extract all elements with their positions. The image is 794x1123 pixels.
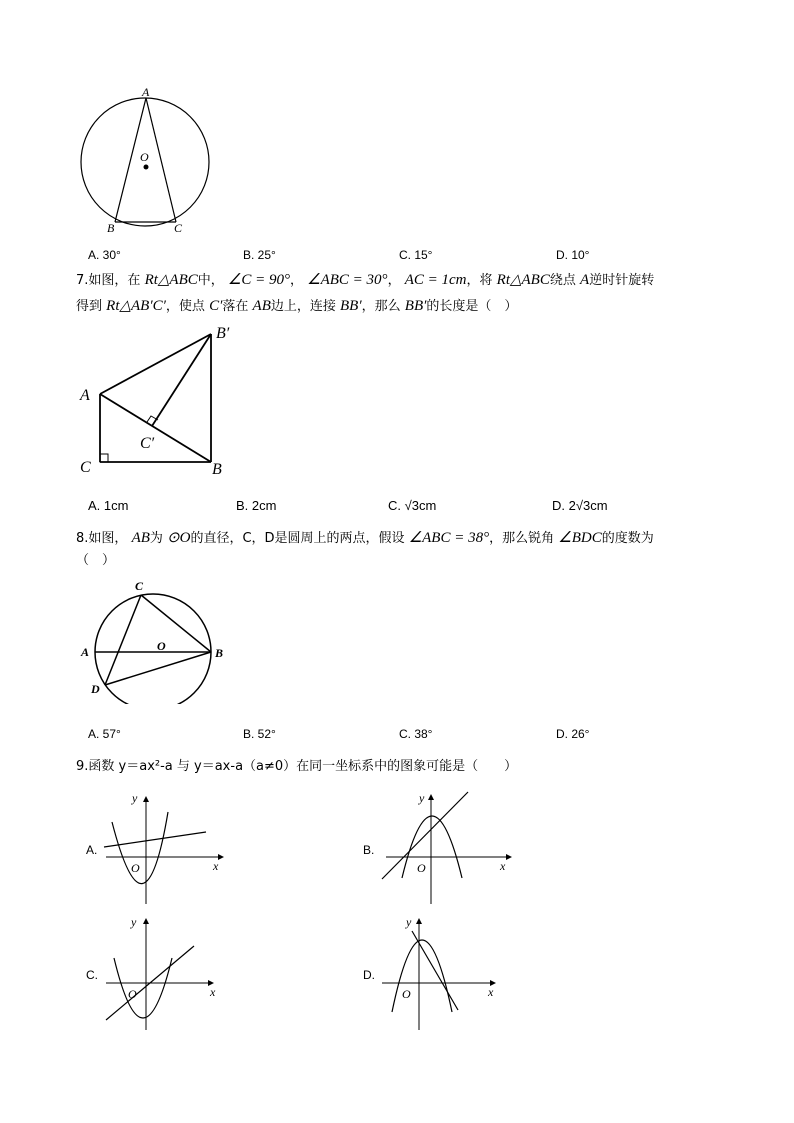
q7-text: 落在 xyxy=(222,299,249,314)
q9b-parabola xyxy=(402,816,462,878)
q7-text: ，将 xyxy=(466,273,493,288)
q8-option-b: B. 52° xyxy=(243,727,276,741)
q8-seg-cb xyxy=(141,595,211,652)
q8-number: 8. xyxy=(76,531,89,546)
q7-text: 得到 xyxy=(76,299,103,314)
q8-figure xyxy=(74,574,234,704)
q9-option-d-label: D. xyxy=(363,968,375,982)
q9a-line xyxy=(104,832,206,847)
q8-math: ∠BDC xyxy=(558,530,602,546)
q9a-y-arrow xyxy=(143,796,149,802)
q7-label-bp: B′ xyxy=(216,325,230,342)
q8-option-a: A. 57° xyxy=(88,727,121,741)
q7-seg-bpcp xyxy=(152,334,211,426)
q9-option-c-label: C. xyxy=(86,968,98,982)
q7-text: 如图，在 xyxy=(88,273,141,288)
q7-math: ∠C = 90° xyxy=(227,272,290,288)
q7-line-2 xyxy=(76,294,517,319)
q8-text: 的直径，C，D是圆周上的两点，假设 xyxy=(190,531,405,546)
q8-seg-cd xyxy=(105,595,141,685)
q7-figure xyxy=(74,320,244,480)
q7-math: AB xyxy=(252,298,271,314)
q7-text: 绕点 xyxy=(549,273,576,288)
q7-text: ， xyxy=(387,273,401,288)
q7-text: 中， xyxy=(197,273,224,288)
q7-option-a: A. 1cm xyxy=(88,498,129,513)
q9c-y-label: y xyxy=(131,915,137,929)
q9b-y-label: y xyxy=(419,791,425,805)
q7-label-a: A xyxy=(80,387,90,404)
q6-label-c: C xyxy=(174,221,183,235)
q9c-parabola xyxy=(114,958,172,1018)
q9a-parabola xyxy=(112,812,168,884)
q8-text: 如图， xyxy=(88,531,128,546)
q9c-x-label: x xyxy=(210,985,216,999)
q7-math: C′ xyxy=(209,298,223,314)
q9-graph-b xyxy=(378,788,518,908)
q7-right-angle-cp xyxy=(147,416,158,422)
q8-text: 为 xyxy=(149,531,163,546)
q7-text: 的长度是（ ） xyxy=(426,299,518,314)
q7-label-c: C xyxy=(80,459,91,476)
q8-line-1 xyxy=(76,526,654,551)
q7-math: ∠ABC = 30° xyxy=(307,272,388,288)
q9b-origin-label: O xyxy=(417,861,426,875)
q9a-x-label: x xyxy=(213,859,219,873)
q9-graph-c xyxy=(98,912,228,1032)
q6-center-point xyxy=(144,165,149,170)
q9-graph-d xyxy=(378,912,508,1032)
q9a-y-label: y xyxy=(132,791,138,805)
q7-math: BB′ xyxy=(404,298,427,314)
q7-math: Rt△ABC xyxy=(496,272,550,288)
q9d-origin-label: O xyxy=(402,987,411,1001)
q8-option-d: D. 26° xyxy=(556,727,590,741)
q9a-x-arrow xyxy=(218,854,224,860)
q9b-y-arrow xyxy=(428,794,434,800)
q8-label-a: A xyxy=(81,645,90,659)
q7-text: ，那么 xyxy=(361,299,401,314)
q8-text: ，那么锐角 xyxy=(489,531,555,546)
q9c-y-arrow xyxy=(143,918,149,924)
q8-text: 的度数为 xyxy=(601,531,654,546)
q6-option-d: D. 10° xyxy=(556,248,590,262)
q8-math: ⊙O xyxy=(167,530,191,546)
q6-option-a: A. 30° xyxy=(88,248,121,262)
q6-label-b: B xyxy=(107,221,115,235)
q7-number: 7. xyxy=(76,273,89,288)
q9-option-a-label: A. xyxy=(86,843,98,857)
q7-label-cp: C′ xyxy=(140,435,155,452)
q7-option-c: C. √3cm xyxy=(388,498,437,513)
q6-option-c: C. 15° xyxy=(399,248,433,262)
q7-seg-ab xyxy=(100,394,211,462)
q9b-x-label: x xyxy=(500,859,506,873)
q7-math: AC = 1cm xyxy=(404,272,467,288)
q7-text: ， xyxy=(290,273,304,288)
q9b-x-arrow xyxy=(506,854,512,860)
q7-math: Rt△ABC xyxy=(144,272,198,288)
q6-label-o: O xyxy=(140,150,149,164)
q7-math: Rt△AB′C′ xyxy=(106,298,166,314)
q9d-y-label: y xyxy=(406,915,412,929)
q9d-y-arrow xyxy=(416,918,422,924)
q8-label-d: D xyxy=(91,682,100,696)
q9c-origin-label: O xyxy=(128,987,137,1001)
q7-line-1 xyxy=(76,268,654,293)
q7-math: A xyxy=(580,272,590,288)
q7-seg-abp xyxy=(100,334,211,394)
q8-seg-db xyxy=(105,652,211,685)
q7-option-d: D. 2√3cm xyxy=(552,498,608,513)
q7-text: 逆时针旋转 xyxy=(589,273,655,288)
q6-line-ac xyxy=(146,98,176,222)
q8-math: ∠ABC = 38° xyxy=(408,530,490,546)
q9-option-b-label: B. xyxy=(363,843,375,857)
q9d-x-label: x xyxy=(488,985,494,999)
q6-option-b: B. 25° xyxy=(243,248,276,262)
q6-label-a: A xyxy=(142,85,150,99)
q8-label-c: C xyxy=(135,579,144,593)
q7-text: 边上，连接 xyxy=(270,299,336,314)
q8-option-c: C. 38° xyxy=(399,727,433,741)
q7-text: ，使点 xyxy=(165,299,205,314)
q8-math: AB xyxy=(131,530,150,546)
q9-question-text: 9.函数 y＝ax²-a 与 y＝ax-a（a≠0）在同一坐标系中的图象可能是（ ） xyxy=(76,759,518,774)
q7-option-b: B. 2cm xyxy=(236,498,277,513)
q9d-parabola xyxy=(392,940,452,1012)
q7-right-angle-c xyxy=(100,454,108,462)
q9a-origin-label: O xyxy=(131,861,140,875)
q8-circle xyxy=(95,594,211,704)
q9-graph-a xyxy=(98,788,228,908)
q8-label-b: B xyxy=(215,646,224,660)
q8-line-2: （ ） xyxy=(76,553,116,568)
q8-label-o: O xyxy=(157,639,166,653)
q7-math: BB′ xyxy=(340,298,362,314)
q7-label-b: B xyxy=(212,461,222,478)
q6-figure xyxy=(70,84,220,239)
